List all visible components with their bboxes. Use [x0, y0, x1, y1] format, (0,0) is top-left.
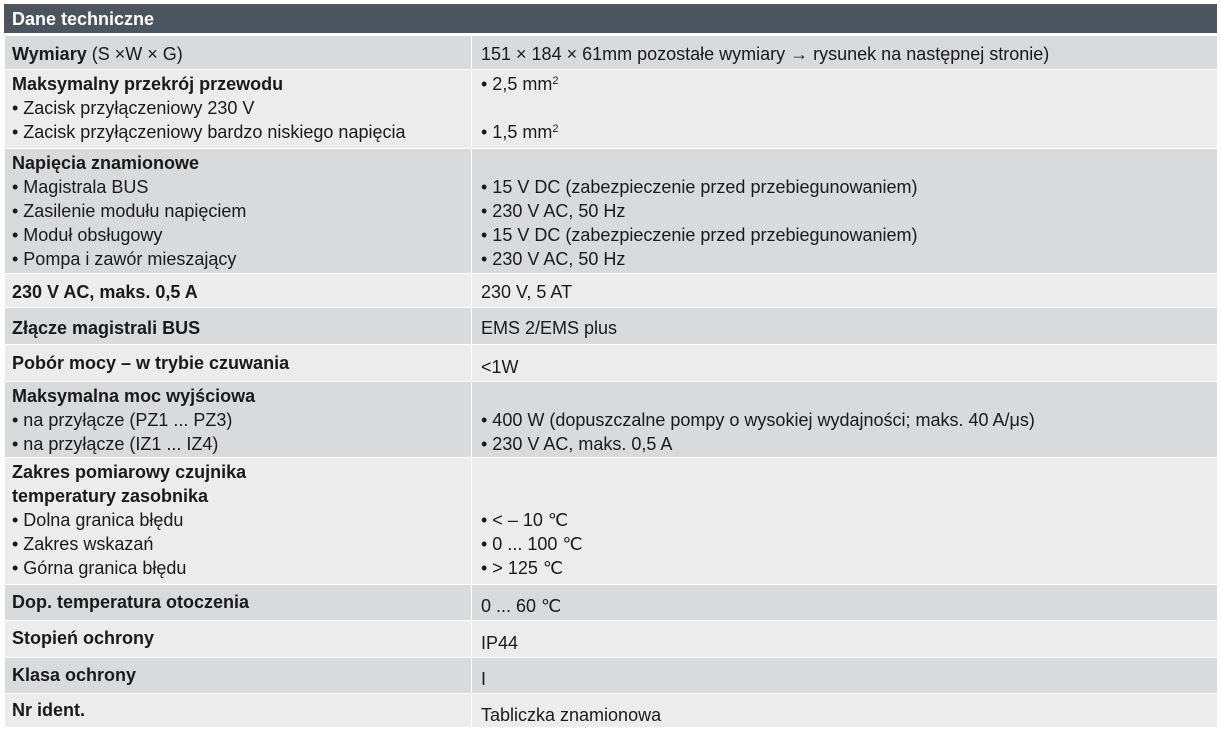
- table-row-ident: [5, 694, 1218, 728]
- wire-item-230v: • Zacisk przyłączeniowy 230 V: [12, 98, 255, 118]
- technical-data-table: [4, 35, 1218, 728]
- max-output-value-iz: • 230 V AC, maks. 0,5 A: [481, 434, 673, 454]
- wire-value-low-voltage-text: • 1,5 mm: [481, 122, 553, 142]
- dimensions-label-axes: (S ×W × G): [86, 44, 183, 64]
- table-row-protection-degree: [5, 621, 1218, 658]
- sensor-range-heading-line1: Zakres pomiarowy czujnika: [12, 462, 247, 482]
- sensor-range-label: [5, 458, 472, 585]
- rated-voltage-value-bus: • 15 V DC (zabezpieczenie przed przebiegunowaniem): [481, 177, 918, 197]
- wire-cross-section-label: [5, 70, 472, 149]
- table-row-dimensions: [5, 36, 1218, 70]
- sensor-range-value-upper: • > 125 ℃: [481, 558, 564, 578]
- dimensions-label: [5, 36, 472, 70]
- max-output-spacer: [481, 384, 1209, 408]
- wire-item-low-voltage: • Zacisk przyłączeniowy bardzo niskiego napięcia: [12, 122, 406, 142]
- protection-class-value: I: [472, 658, 1218, 694]
- standby-power-value: <1W: [472, 345, 1218, 382]
- max-output-values: [472, 382, 1218, 458]
- table-row-standby-power: [5, 345, 1218, 382]
- ident-value: Tabliczka znamionowa: [472, 694, 1218, 728]
- ambient-temp-value: 0 ... 60 ℃: [472, 585, 1218, 621]
- rated-voltage-value-pump: • 230 V AC, 50 Hz: [481, 249, 626, 269]
- max-output-item-pz: • na przyłącze (PZ1 ... PZ3): [12, 410, 233, 430]
- rated-voltage-item-supply: • Zasilenie modułu napięciem: [12, 201, 247, 221]
- rated-voltage-item-bus: • Magistrala BUS: [12, 177, 149, 197]
- rated-voltages-label: [5, 149, 472, 274]
- wire-cross-section-values: [472, 70, 1218, 149]
- sensor-range-values: [472, 458, 1218, 585]
- wire-value-low-voltage-exponent: 2: [552, 123, 559, 135]
- technical-data-sheet: [4, 4, 1217, 728]
- sensor-range-spacer-1: [481, 460, 1209, 484]
- wire-value-spacer: [481, 96, 1209, 120]
- protection-class-label: Klasa ochrony: [5, 658, 472, 694]
- dimensions-value: 151 × 184 × 61mm pozostałe wymiary → rysunek na następnej stronie): [472, 36, 1218, 70]
- max-output-item-iz: • na przyłącze (IZ1 ... IZ4): [12, 434, 219, 454]
- table-row-max-output: [5, 382, 1218, 458]
- bus-connector-label: Złącze magistrali BUS: [5, 308, 472, 345]
- sensor-range-item-lower: • Dolna granica błędu: [12, 510, 184, 530]
- sensor-range-value-lower: • < – 10 ℃: [481, 510, 569, 530]
- protection-degree-value: IP44: [472, 621, 1218, 658]
- wire-value-low-voltage: [481, 120, 1209, 144]
- wire-cross-section-heading: Maksymalny przekrój przewodu: [12, 74, 284, 94]
- section-title: Dane techniczne: [4, 4, 1217, 35]
- bus-connector-value: EMS 2/EMS plus: [472, 308, 1218, 345]
- ac230-value: 230 V, 5 AT: [472, 274, 1218, 308]
- table-row-sensor-range: [5, 458, 1218, 585]
- sensor-range-item-display: • Zakres wskazań: [12, 534, 154, 554]
- table-row-wire-cross-section: [5, 70, 1218, 149]
- sensor-range-heading-line2: temperatury zasobnika: [12, 486, 209, 506]
- table-row-bus-connector: [5, 308, 1218, 345]
- rated-voltages-heading: Napięcia znamionowe: [12, 153, 200, 173]
- max-output-heading: Maksymalna moc wyjściowa: [12, 386, 256, 406]
- table-row-ambient-temp: [5, 585, 1218, 621]
- rated-voltage-value-supply: • 230 V AC, 50 Hz: [481, 201, 626, 221]
- max-output-value-pz: • 400 W (dopuszczalne pompy o wysokiej wydajności; maks. 40 A/μs): [481, 410, 1035, 430]
- wire-value-230v-exponent: 2: [552, 75, 559, 87]
- table-row-protection-class: [5, 658, 1218, 694]
- ident-label: Nr ident.: [5, 694, 472, 728]
- sensor-range-value-display: • 0 ... 100 ℃: [481, 534, 583, 554]
- rated-voltage-item-pump: • Pompa i zawór mieszający: [12, 249, 237, 269]
- rated-voltages-spacer: [481, 151, 1209, 175]
- protection-degree-label: Stopień ochrony: [5, 621, 472, 658]
- table-row-230v-ac: [5, 274, 1218, 308]
- standby-power-label: Pobór mocy – w trybie czuwania: [5, 345, 472, 382]
- table-row-rated-voltages: [5, 149, 1218, 274]
- wire-value-230v-text: • 2,5 mm: [481, 74, 553, 94]
- max-output-label: [5, 382, 472, 458]
- ac230-label: 230 V AC, maks. 0,5 A: [5, 274, 472, 308]
- dimensions-label-bold: Wymiary: [12, 44, 87, 64]
- rated-voltage-item-control: • Moduł obsługowy: [12, 225, 163, 245]
- sensor-range-spacer-2: [481, 484, 1209, 508]
- wire-value-230v: [481, 72, 1209, 96]
- rated-voltage-value-control: • 15 V DC (zabezpieczenie przed przebiegunowaniem): [481, 225, 918, 245]
- sensor-range-item-upper: • Górna granica błędu: [12, 558, 187, 578]
- rated-voltages-values: [472, 149, 1218, 274]
- ambient-temp-label: Dop. temperatura otoczenia: [5, 585, 472, 621]
